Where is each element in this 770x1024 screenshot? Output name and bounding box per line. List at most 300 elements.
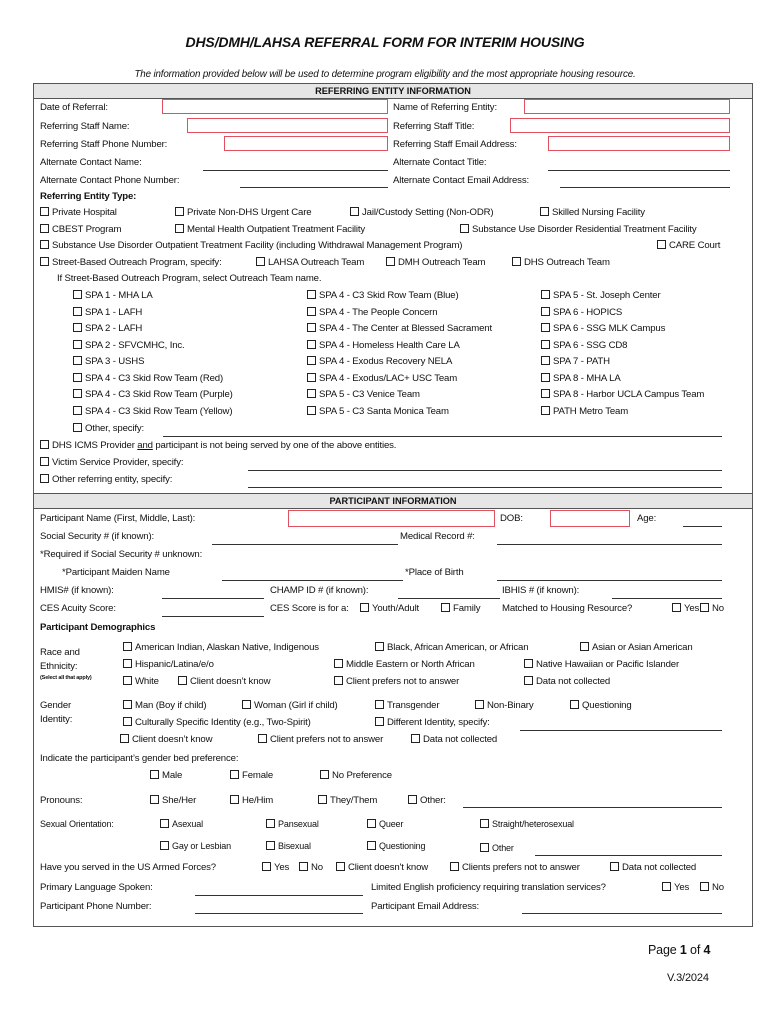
checkbox-option[interactable] bbox=[73, 406, 232, 418]
checkbox-icon bbox=[375, 642, 384, 651]
checkbox-option[interactable] bbox=[258, 734, 383, 746]
orientation-other-line[interactable] bbox=[535, 855, 722, 856]
page-current: 1 bbox=[679, 943, 687, 957]
checkbox-icon bbox=[411, 734, 420, 743]
checkbox-option[interactable] bbox=[123, 717, 311, 729]
checkbox-option[interactable] bbox=[375, 642, 528, 654]
checkbox-option[interactable] bbox=[541, 356, 610, 368]
checkbox-label: SPA 2 - SFVCMHC, Inc. bbox=[85, 340, 185, 351]
checkbox-icon bbox=[73, 340, 82, 349]
checkbox-icon bbox=[307, 340, 316, 349]
checkbox-option[interactable] bbox=[73, 290, 153, 302]
checkbox-label: Queer bbox=[379, 819, 404, 829]
icms-label-b: participant is not being served by one of the above entities. bbox=[152, 440, 397, 451]
race-label-2: Ethnicity: bbox=[40, 661, 78, 672]
checkbox-label: SPA 6 - SSG MLK Campus bbox=[553, 323, 666, 334]
orientation-label: Sexual Orientation: bbox=[40, 819, 114, 829]
checkbox-option[interactable] bbox=[570, 700, 632, 712]
staff-email-label: Referring Staff Email Address: bbox=[393, 139, 517, 150]
checkbox-label: Other referring entity, specify: bbox=[52, 474, 173, 485]
checkbox-icon bbox=[266, 819, 275, 828]
referring-entity-field[interactable] bbox=[524, 99, 730, 114]
page-number bbox=[648, 943, 710, 958]
checkbox-icon bbox=[40, 457, 49, 466]
checkbox-option[interactable] bbox=[40, 257, 222, 269]
checkbox-icon bbox=[258, 734, 267, 743]
icms-label-a: DHS ICMS Provider bbox=[52, 440, 138, 451]
gender-label-2: Identity: bbox=[40, 714, 73, 725]
checkbox-label: Private Hospital bbox=[52, 207, 117, 218]
staff-name-label: Referring Staff Name: bbox=[40, 121, 130, 132]
checkbox-label: Client prefers not to answer bbox=[270, 734, 384, 745]
alt-name-line[interactable] bbox=[203, 170, 388, 171]
checkbox-option[interactable] bbox=[120, 734, 212, 746]
checkbox-option[interactable] bbox=[178, 676, 270, 688]
checkbox-label: No bbox=[712, 882, 724, 893]
checkbox-icon bbox=[150, 770, 159, 779]
checkbox-option[interactable] bbox=[40, 240, 462, 252]
checkbox-label: Culturally Specific Identity (e.g., Two-Spirit) bbox=[135, 717, 311, 728]
date-label: Date of Referral: bbox=[40, 102, 108, 113]
checkbox-icon bbox=[375, 700, 384, 709]
checkbox-option[interactable] bbox=[350, 207, 493, 219]
checkbox-label: Other, specify: bbox=[85, 423, 145, 434]
checkbox-option[interactable] bbox=[242, 700, 338, 712]
alt-email-line[interactable] bbox=[560, 187, 730, 188]
required-note: *Required if Social Security # unknown: bbox=[40, 549, 203, 560]
checkbox-option[interactable] bbox=[541, 406, 628, 418]
checkbox-option[interactable] bbox=[230, 770, 273, 782]
checkbox-icon bbox=[480, 819, 489, 828]
checkbox-option[interactable] bbox=[411, 734, 497, 746]
checkbox-icon bbox=[160, 819, 169, 828]
checkbox-option[interactable] bbox=[367, 818, 403, 830]
checkbox-option[interactable] bbox=[441, 603, 480, 615]
checkbox-option[interactable] bbox=[73, 340, 185, 352]
checkbox-icon bbox=[307, 373, 316, 382]
checkbox-option[interactable] bbox=[266, 818, 319, 830]
checkbox-option[interactable] bbox=[307, 323, 492, 335]
form-subtitle: The information provided below will be used to determine program eligibility and the most appropriate housing resource. bbox=[134, 69, 636, 80]
checkbox-label: Client doesn't know bbox=[348, 862, 429, 873]
checkbox-option[interactable] bbox=[256, 257, 364, 269]
checkbox-icon bbox=[73, 323, 82, 332]
checkbox-option[interactable] bbox=[475, 700, 534, 712]
ssn-line[interactable] bbox=[212, 544, 398, 545]
checkbox-label: SPA 4 - C3 Skid Row Team (Red) bbox=[85, 373, 224, 384]
checkbox-label: Questioning bbox=[379, 841, 426, 851]
checkbox-icon bbox=[160, 841, 169, 850]
pronouns-label: Pronouns: bbox=[40, 795, 83, 806]
checkbox-icon bbox=[230, 770, 239, 779]
staff-name-field[interactable] bbox=[187, 118, 388, 133]
checkbox-label: Street-Based Outreach Program, specify: bbox=[52, 257, 222, 268]
checkbox-option[interactable] bbox=[307, 389, 420, 401]
checkbox-icon bbox=[123, 659, 132, 668]
checkbox-option[interactable] bbox=[450, 862, 580, 874]
checkbox-icon bbox=[307, 406, 316, 415]
pronoun-other-line[interactable] bbox=[463, 807, 722, 808]
mrn-line[interactable] bbox=[497, 544, 722, 545]
checkbox-label: Native Hawaiian or Pacific Islander bbox=[536, 659, 679, 670]
checkbox-option[interactable] bbox=[480, 842, 514, 854]
checkbox-label: SPA 8 - Harbor UCLA Campus Team bbox=[553, 389, 705, 400]
checkbox-icon bbox=[657, 240, 666, 249]
checkbox-label: Client doesn’t know bbox=[190, 676, 271, 687]
checkbox-label: SPA 4 - Exodus/LAC+ USC Team bbox=[319, 373, 458, 384]
checkbox-icon bbox=[441, 603, 450, 612]
checkbox-icon bbox=[700, 882, 709, 891]
checkbox-label: Male bbox=[162, 770, 183, 781]
checkbox-icon bbox=[336, 862, 345, 871]
checkbox-option[interactable] bbox=[73, 389, 233, 401]
checkbox-option[interactable] bbox=[73, 356, 144, 368]
checkbox-icon bbox=[299, 862, 308, 871]
page-total: 4 bbox=[703, 943, 711, 957]
checkbox-label: SPA 2 - LAFH bbox=[85, 323, 143, 334]
checkbox-option[interactable] bbox=[408, 795, 446, 807]
checkbox-label: Female bbox=[242, 770, 274, 781]
checkbox-option[interactable] bbox=[320, 770, 392, 782]
checkbox-label: PATH Metro Team bbox=[553, 406, 629, 417]
checkbox-icon bbox=[541, 389, 550, 398]
checkbox-icon bbox=[524, 676, 533, 685]
victim-line[interactable] bbox=[248, 470, 722, 471]
checkbox-icon bbox=[700, 603, 709, 612]
checkbox-label: SPA 4 - C3 Skid Row Team (Yellow) bbox=[85, 406, 233, 417]
checkbox-option[interactable] bbox=[73, 323, 142, 335]
checkbox-label: He/Him bbox=[242, 795, 274, 806]
checkbox-icon bbox=[541, 373, 550, 382]
checkbox-label: Straight/heterosexual bbox=[492, 819, 574, 829]
checkbox-label: Man (Boy if child) bbox=[135, 700, 207, 711]
checkbox-option[interactable] bbox=[512, 257, 610, 269]
champ-label: CHAMP ID # (if known): bbox=[270, 585, 369, 596]
checkbox-label: American Indian, Alaskan Native, Indigenous bbox=[135, 642, 319, 653]
checkbox-option[interactable] bbox=[480, 818, 574, 830]
section-header-participant: PARTICIPANT INFORMATION bbox=[33, 493, 753, 509]
checkbox-label: SPA 4 - The Center at Blessed Sacrament bbox=[319, 323, 492, 334]
checkbox-option[interactable] bbox=[150, 795, 196, 807]
checkbox-label: SPA 7 - PATH bbox=[553, 356, 610, 367]
alt-title-label: Alternate Contact Title: bbox=[393, 157, 487, 168]
checkbox-label: SPA 3 - USHS bbox=[85, 356, 145, 367]
checkbox-label: Other bbox=[492, 843, 514, 853]
checkbox-icon bbox=[367, 819, 376, 828]
checkbox-icon bbox=[334, 659, 343, 668]
checkbox-label: No bbox=[712, 603, 724, 614]
champ-line[interactable] bbox=[398, 598, 500, 599]
checkbox-icon bbox=[480, 843, 489, 852]
checkbox-option[interactable] bbox=[610, 862, 696, 874]
checkbox-label: Middle Eastern or North African bbox=[346, 659, 475, 670]
checkbox-option[interactable] bbox=[700, 603, 724, 615]
staff-title-field[interactable] bbox=[510, 118, 730, 133]
checkbox-label: She/Her bbox=[162, 795, 197, 806]
checkbox-label: CARE Court bbox=[669, 240, 721, 251]
checkbox-label: SPA 4 - Homeless Health Care LA bbox=[319, 340, 460, 351]
staff-phone-field[interactable] bbox=[224, 136, 388, 151]
language-line[interactable] bbox=[195, 895, 363, 896]
checkbox-label: White bbox=[135, 676, 159, 687]
checkbox-option[interactable] bbox=[40, 474, 172, 486]
entity-label: Name of Referring Entity: bbox=[393, 102, 497, 113]
checkbox-label: Non-Binary bbox=[487, 700, 534, 711]
checkbox-icon bbox=[386, 257, 395, 266]
checkbox-icon bbox=[460, 224, 469, 233]
checkbox-label: SPA 1 - MHA LA bbox=[85, 290, 153, 301]
checkbox-option[interactable] bbox=[334, 676, 459, 688]
checkbox-label: Asexual bbox=[172, 819, 203, 829]
checkbox-icon bbox=[73, 356, 82, 365]
checkbox-icon bbox=[307, 290, 316, 299]
form-title: DHS/DMH/LAHSA REFERRAL FORM FOR INTERIM HOUSING bbox=[185, 34, 585, 50]
checkbox-icon bbox=[662, 882, 671, 891]
checkbox-label: Woman (Girl if child) bbox=[254, 700, 338, 711]
checkbox-icon bbox=[541, 340, 550, 349]
checkbox-option[interactable] bbox=[160, 818, 203, 830]
checkbox-label: Clients prefers not to answer bbox=[462, 862, 580, 873]
checkbox-option[interactable] bbox=[307, 290, 459, 302]
checkbox-icon bbox=[123, 676, 132, 685]
icms-option[interactable] bbox=[40, 440, 396, 452]
checkbox-option[interactable] bbox=[524, 676, 610, 688]
checkbox-icon bbox=[318, 795, 327, 804]
checkbox-label: SPA 6 - HOPICS bbox=[553, 307, 623, 318]
checkbox-icon bbox=[123, 700, 132, 709]
checkbox-icon bbox=[375, 717, 384, 726]
checkbox-icon bbox=[367, 841, 376, 850]
checkbox-icon bbox=[73, 389, 82, 398]
checkbox-option[interactable] bbox=[375, 717, 490, 729]
icms-label-and: and bbox=[137, 440, 153, 451]
checkbox-icon bbox=[40, 440, 49, 449]
checkbox-option[interactable] bbox=[524, 659, 679, 671]
checkbox-label: SPA 5 - St. Joseph Center bbox=[553, 290, 661, 301]
checkbox-icon bbox=[73, 373, 82, 382]
checkbox-option[interactable] bbox=[175, 224, 365, 236]
age-label: Age: bbox=[637, 513, 657, 524]
checkbox-option[interactable] bbox=[541, 290, 661, 302]
matched-label: Matched to Housing Resource? bbox=[502, 603, 633, 614]
checkbox-option[interactable] bbox=[367, 840, 425, 852]
dob-field[interactable] bbox=[550, 510, 630, 527]
checkbox-icon bbox=[230, 795, 239, 804]
checkbox-option[interactable] bbox=[307, 307, 437, 319]
gender-label-1: Gender bbox=[40, 700, 72, 711]
checkbox-option[interactable] bbox=[40, 224, 121, 236]
checkbox-option[interactable] bbox=[541, 373, 621, 385]
checkbox-option[interactable] bbox=[580, 642, 693, 654]
maiden-label: *Participant Maiden Name bbox=[62, 567, 170, 578]
checkbox-icon bbox=[266, 841, 275, 850]
checkbox-label: No Preference bbox=[332, 770, 392, 781]
checkbox-icon bbox=[580, 642, 589, 651]
checkbox-label: SPA 4 - C3 Skid Row Team (Purple) bbox=[85, 389, 233, 400]
language-label: Primary Language Spoken: bbox=[40, 882, 153, 893]
pob-line[interactable] bbox=[497, 580, 722, 581]
lep-label: Limited English proficiency requiring translation services? bbox=[371, 882, 606, 893]
checkbox-icon bbox=[408, 795, 417, 804]
checkbox-icon bbox=[672, 603, 681, 612]
checkbox-icon bbox=[334, 676, 343, 685]
checkbox-option[interactable] bbox=[657, 240, 720, 252]
other-entity-line[interactable] bbox=[248, 487, 722, 488]
checkbox-label: Private Non-DHS Urgent Care bbox=[187, 207, 312, 218]
checkbox-option[interactable] bbox=[123, 642, 319, 654]
checkbox-label: Data not collected bbox=[423, 734, 498, 745]
outreach-prompt: If Street-Based Outreach Program, select Outreach Team name. bbox=[57, 273, 322, 284]
checkbox-icon bbox=[242, 700, 251, 709]
checkbox-label: LAHSA Outreach Team bbox=[268, 257, 365, 268]
maiden-line[interactable] bbox=[222, 580, 403, 581]
checkbox-label: Substance Use Disorder Residential Treatment Facility bbox=[472, 224, 697, 235]
checkbox-icon bbox=[123, 642, 132, 651]
checkbox-option[interactable] bbox=[307, 340, 460, 352]
checkbox-icon bbox=[541, 307, 550, 316]
hmis-label: HMIS# (if known): bbox=[40, 585, 114, 596]
participant-name-field[interactable] bbox=[288, 510, 495, 527]
checkbox-label: Victim Service Provider, specify: bbox=[52, 457, 184, 468]
ces-line[interactable] bbox=[162, 616, 264, 617]
checkbox-option[interactable] bbox=[662, 882, 689, 894]
checkbox-icon bbox=[175, 224, 184, 233]
checkbox-label: Transgender bbox=[387, 700, 440, 711]
checkbox-option[interactable] bbox=[230, 795, 273, 807]
staff-email-field[interactable] bbox=[548, 136, 730, 151]
checkbox-option[interactable] bbox=[460, 224, 697, 236]
checkbox-label: SPA 4 - Exodus Recovery NELA bbox=[319, 356, 453, 367]
checkbox-label: DHS Outreach Team bbox=[524, 257, 610, 268]
checkbox-option[interactable] bbox=[541, 389, 704, 401]
checkbox-icon bbox=[320, 770, 329, 779]
checkbox-icon bbox=[307, 307, 316, 316]
participant-phone-line[interactable] bbox=[195, 913, 363, 914]
checkbox-option[interactable] bbox=[700, 882, 724, 894]
hmis-line[interactable] bbox=[162, 598, 264, 599]
checkbox-option[interactable] bbox=[123, 700, 206, 712]
ibhis-label: IBHIS # (if known): bbox=[502, 585, 580, 596]
race-label-1: Race and bbox=[40, 647, 80, 658]
checkbox-option[interactable] bbox=[40, 207, 117, 219]
checkbox-label: Asian or Asian American bbox=[592, 642, 693, 653]
checkbox-label: Yes bbox=[674, 882, 690, 893]
ces-label: CES Acuity Score: bbox=[40, 603, 116, 614]
checkbox-option[interactable] bbox=[541, 323, 665, 335]
checkbox-option[interactable] bbox=[299, 862, 323, 874]
checkbox-option[interactable] bbox=[540, 207, 645, 219]
checkbox-icon bbox=[541, 356, 550, 365]
alt-title-line[interactable] bbox=[548, 170, 730, 171]
staff-title-label: Referring Staff Title: bbox=[393, 121, 475, 132]
checkbox-label: Skilled Nursing Facility bbox=[552, 207, 645, 218]
checkbox-label: Data not collected bbox=[536, 676, 611, 687]
checkbox-label: DMH Outreach Team bbox=[398, 257, 486, 268]
checkbox-icon bbox=[350, 207, 359, 216]
checkbox-option[interactable] bbox=[160, 840, 231, 852]
checkbox-label: SPA 4 - The People Concern bbox=[319, 307, 438, 318]
checkbox-label: Black, African American, or African bbox=[387, 642, 529, 653]
checkbox-icon bbox=[541, 290, 550, 299]
checkbox-label: SPA 1 - LAFH bbox=[85, 307, 143, 318]
checkbox-label: Questioning bbox=[582, 700, 632, 711]
checkbox-icon bbox=[307, 356, 316, 365]
section-header-referring: REFERRING ENTITY INFORMATION bbox=[33, 83, 753, 99]
checkbox-icon bbox=[360, 603, 369, 612]
checkbox-option[interactable] bbox=[336, 862, 428, 874]
checkbox-option[interactable] bbox=[541, 340, 627, 352]
checkbox-option[interactable] bbox=[375, 700, 439, 712]
bed-pref-label: Indicate the participant’s gender bed preference: bbox=[40, 753, 239, 764]
checkbox-option[interactable] bbox=[266, 840, 311, 852]
checkbox-icon bbox=[175, 207, 184, 216]
checkbox-option[interactable] bbox=[386, 257, 485, 269]
checkbox-option[interactable] bbox=[672, 603, 699, 615]
checkbox-option[interactable] bbox=[73, 373, 223, 385]
checkbox-icon bbox=[262, 862, 271, 871]
participant-email-line[interactable] bbox=[522, 913, 722, 914]
ibhis-line[interactable] bbox=[612, 598, 722, 599]
checkbox-icon bbox=[475, 700, 484, 709]
checkbox-icon bbox=[570, 700, 579, 709]
date-of-referral-field[interactable] bbox=[162, 99, 388, 114]
ces-for-label: CES Score is for a: bbox=[270, 603, 349, 614]
checkbox-icon bbox=[541, 406, 550, 415]
alt-phone-line[interactable] bbox=[240, 187, 388, 188]
checkbox-option[interactable] bbox=[73, 423, 144, 435]
checkbox-option[interactable] bbox=[123, 659, 214, 671]
checkbox-label: SPA 8 - MHA LA bbox=[553, 373, 621, 384]
checkbox-option[interactable] bbox=[334, 659, 475, 671]
age-line[interactable] bbox=[683, 526, 722, 527]
checkbox-option[interactable] bbox=[123, 676, 159, 688]
checkbox-option[interactable] bbox=[73, 307, 142, 319]
participant-phone-label: Participant Phone Number: bbox=[40, 901, 152, 912]
checkbox-icon bbox=[73, 423, 82, 432]
checkbox-icon bbox=[450, 862, 459, 871]
checkbox-icon bbox=[123, 717, 132, 726]
mrn-label: Medical Record #: bbox=[400, 531, 475, 542]
checkbox-option[interactable] bbox=[262, 862, 289, 874]
checkbox-label: Hispanic/Latina/e/o bbox=[135, 659, 214, 670]
checkbox-option[interactable] bbox=[175, 207, 311, 219]
checkbox-option[interactable] bbox=[541, 307, 622, 319]
checkbox-option[interactable] bbox=[360, 603, 419, 615]
page-of: of bbox=[686, 943, 704, 957]
checkbox-option[interactable] bbox=[307, 373, 457, 385]
checkbox-option[interactable] bbox=[40, 457, 183, 469]
version-label: V.3/2024 bbox=[667, 972, 709, 984]
checkbox-option[interactable] bbox=[150, 770, 182, 782]
checkbox-icon bbox=[40, 240, 49, 249]
checkbox-icon bbox=[150, 795, 159, 804]
different-identity-line[interactable] bbox=[520, 730, 722, 731]
dob-label: DOB: bbox=[500, 513, 523, 524]
alt-name-label: Alternate Contact Name: bbox=[40, 157, 142, 168]
checkbox-option[interactable] bbox=[307, 406, 449, 418]
checkbox-option[interactable] bbox=[307, 356, 452, 368]
checkbox-icon bbox=[610, 862, 619, 871]
race-note: (Select all that apply) bbox=[40, 675, 92, 681]
armed-forces-label: Have you served in the US Armed Forces? bbox=[40, 862, 216, 873]
checkbox-label: Pansexual bbox=[278, 819, 319, 829]
checkbox-option[interactable] bbox=[318, 795, 377, 807]
demographics-heading: Participant Demographics bbox=[40, 622, 156, 633]
other-team-line[interactable] bbox=[163, 436, 722, 437]
checkbox-label: Bisexual bbox=[278, 841, 311, 851]
checkbox-icon bbox=[178, 676, 187, 685]
checkbox-icon bbox=[40, 474, 49, 483]
